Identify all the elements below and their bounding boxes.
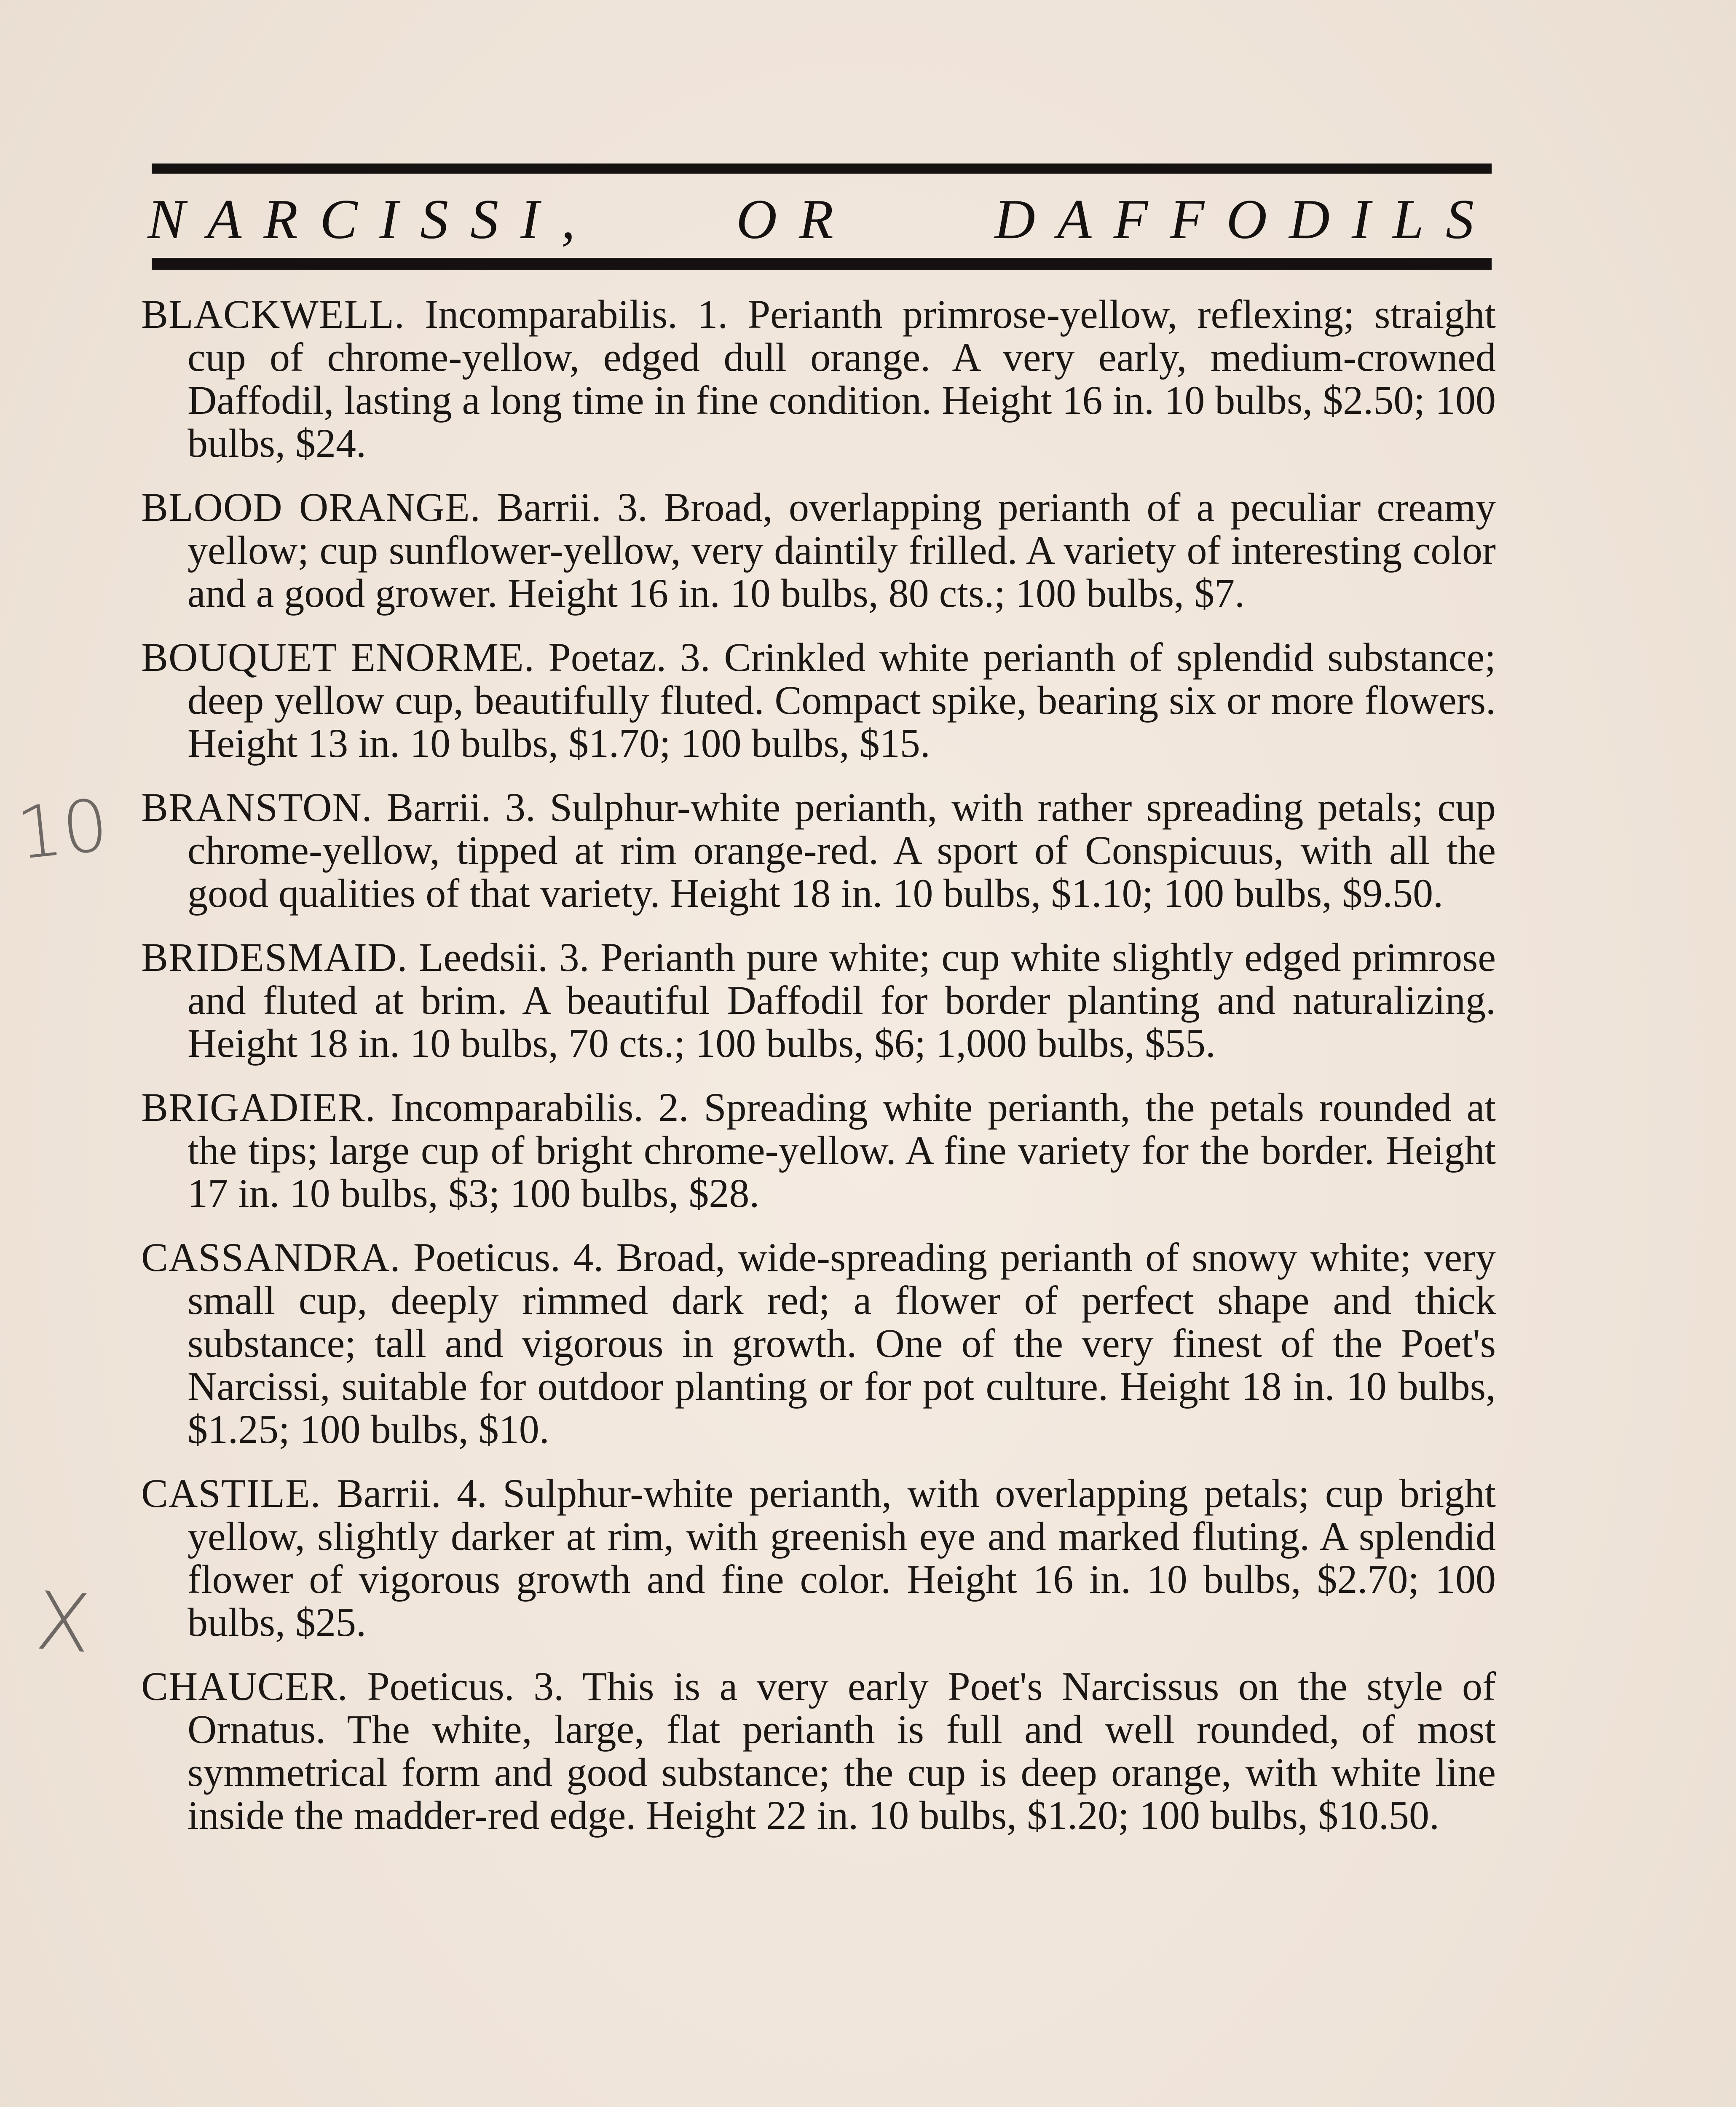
variety-entry-cassandra [141, 1236, 1496, 1451]
handwritten-margin-note: 10 [13, 783, 113, 876]
variety-description: Poetaz. 3. Crinkled white perianth of splendid substance; deep yellow cup, beautifully fluted. Compact spike, bearing six or more flowers. Height 13 in. 10 bulbs, $1.70; 100 bulbs, $15. [188, 635, 1496, 766]
handwritten-margin-mark: X [32, 1574, 94, 1671]
variety-description: Poeticus. 4. Broad, wide-spreading perianth of snowy white; very small cup, deeply rimmed dark red; a flower of perfect shape and thick substance; tall and vigorous in growth. One of the very finest of the Poet's Narcissi, suitable for outdoor planting or for pot culture. Height 18 in. 10 bulbs, $1.25; 100 bulbs, $10. [188, 1235, 1496, 1452]
variety-entry-chaucer [141, 1665, 1496, 1837]
variety-entry-brigadier [141, 1086, 1496, 1215]
variety-list [141, 293, 1496, 1858]
variety-name: CASTILE. [141, 1471, 321, 1516]
variety-name: CHAUCER. [141, 1664, 348, 1709]
variety-entry-blackwell [141, 293, 1496, 465]
variety-description: Barrii. 3. Broad, overlapping perianth of a peculiar creamy yellow; cup sunflower-yellow, very daintily frilled. A variety of interesting color and a good grower. Height 16 in. 10 bulbs, 80 cts.; 100 bulbs, $7. [188, 485, 1496, 616]
variety-name: CASSANDRA. [141, 1235, 401, 1280]
variety-name: BOUQUET ENORME. [141, 635, 535, 680]
variety-name: BRIDESMAID. [141, 935, 408, 980]
variety-description: Leedsii. 3. Perianth pure white; cup white slightly edged primrose and fluted at brim. A beautiful Daffodil for border planting and naturalizing. Height 18 in. 10 bulbs, 70 cts.; 100 bulbs, $6; 1,000 bulbs, $55. [188, 935, 1496, 1066]
variety-description: Incomparabilis. 2. Spreading white perianth, the petals rounded at the tips; large cup of bright chrome-yellow. A fine variety for the border. Height 17 in. 10 bulbs, $3; 100 bulbs, $28. [188, 1085, 1496, 1216]
variety-description: Poeticus. 3. This is a very early Poet's Narcissus on the style of Ornatus. The white, large, flat perianth is full and well rounded, of most symmetrical form and good substance; the cup is deep orange, with white line inside the madder-red edge. Height 22 in. 10 bulbs, $1.20; 100 bulbs, $10.50. [188, 1664, 1496, 1838]
variety-description: Barrii. 3. Sulphur-white perianth, with rather spreading petals; cup chrome-yellow, tipped at rim orange-red. A sport of Conspicuus, with all the good qualities of that variety. Height 18 in. 10 bulbs, $1.10; 100 bulbs, $9.50. [188, 785, 1496, 916]
heading-word-3: DAFFODILS [994, 188, 1496, 250]
variety-name: BLOOD ORANGE. [141, 485, 481, 530]
variety-entry-bouquet-enorme [141, 636, 1496, 765]
variety-name: BLACKWELL. [141, 292, 405, 337]
heading-word-1: NARCISSI, [147, 188, 597, 250]
variety-entry-blood-orange [141, 486, 1496, 615]
variety-description: Incomparabilis. 1. Perianth primrose-yellow, reflexing; straight cup of chrome-yellow, edged dull orange. A very early, medium-crowned Daffodil, lasting a long time in fine condition. Height 16 in. 10 bulbs, $2.50; 100 bulbs, $24. [188, 292, 1496, 466]
header-bottom-rule [152, 258, 1492, 270]
variety-entry-bridesmaid [141, 936, 1496, 1065]
heading-word-2: OR [736, 188, 855, 250]
header-top-rule [152, 164, 1492, 174]
variety-name: BRIGADIER. [141, 1085, 376, 1130]
variety-name: BRANSTON. [141, 785, 372, 830]
variety-entry-branston [141, 786, 1496, 915]
variety-description: Barrii. 4. Sulphur-white perianth, with overlapping petals; cup bright yellow, slightly darker at rim, with greenish eye and marked fluting. A splendid flower of vigorous growth and fine color. Height 16 in. 10 bulbs, $2.70; 100 bulbs, $25. [188, 1471, 1496, 1645]
page-heading [147, 185, 1496, 253]
variety-entry-castile [141, 1472, 1496, 1644]
